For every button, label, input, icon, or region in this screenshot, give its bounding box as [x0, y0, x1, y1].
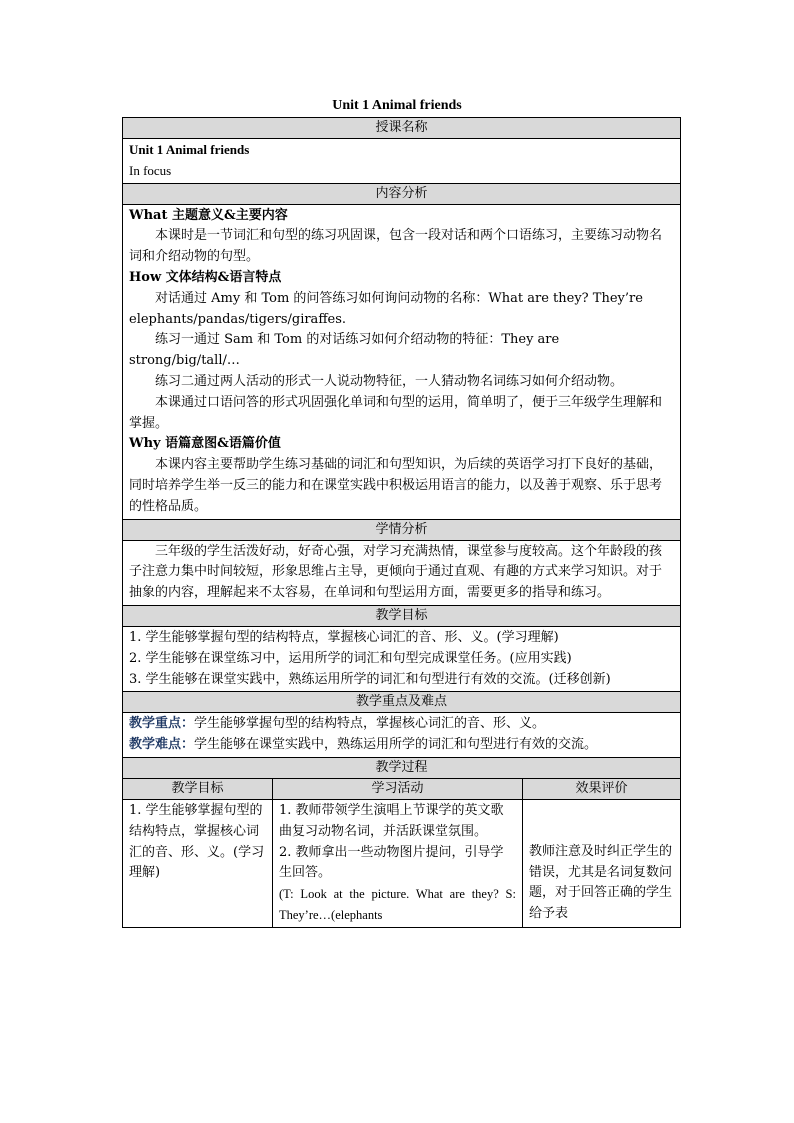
process-goal-text: 1. 学生能够掌握句型的结构特点，掌握核心词汇的音、形、义。(学习理解)	[129, 802, 265, 881]
content-analysis-header: 内容分析	[123, 183, 681, 204]
eval-text: 教师注意及时纠正学生的错误，尤其是名词复数问题，对于回答正确的学生给予表	[529, 843, 673, 922]
process-col-goal: 教学目标	[123, 778, 273, 799]
activity-step-2-dialog: (T: Look at the picture. What are they? S: They’re…(elephants	[279, 887, 516, 922]
lesson-plan-table	[122, 117, 681, 928]
how-paragraph-3: 练习二通过两人活动的形式一人说动物特征，一人猜动物名词练习如何介绍动物。	[155, 373, 624, 389]
student-analysis-header: 学情分析	[123, 519, 681, 540]
student-analysis-text: 三年级的学生活泼好动，好奇心强，对学习充满热情，课堂参与度较高。这个年龄段的孩子注意力集中时间较短，形象思维占主导，更倾向于通过直观、有趣的方式来学习知识。对于抽象的内容，理解起来不太容易，在单词和句型运用方面，需要更多的指导和练习。	[129, 543, 663, 601]
goals-header: 教学目标	[123, 605, 681, 626]
process-row-eval	[523, 799, 681, 927]
course-name-header: 授课名称	[123, 118, 681, 139]
what-heading: What 主题意义&主要内容	[129, 207, 288, 223]
goal-item: 3. 学生能够在课堂实践中，熟练运用所学的词汇和句型进行有效的交流。(迁移创新)	[129, 671, 611, 687]
process-col-eval: 效果评价	[523, 778, 681, 799]
document-title: Unit 1 Animal friends	[332, 98, 462, 113]
content-analysis-cell	[123, 204, 681, 519]
goals-cell	[123, 626, 681, 691]
activity-step-2: 2. 教师拿出一些动物图片提问，引导学生回答。	[279, 844, 504, 881]
goal-item: 2. 学生能够在课堂练习中，运用所学的词汇和句型完成课堂任务。(应用实践)	[129, 650, 572, 666]
course-name-cell	[123, 139, 681, 184]
why-heading: Why 语篇意图&语篇价值	[129, 436, 281, 452]
how-paragraph-2: 练习一通过 Sam 和 Tom 的对话练习如何介绍动物的特征：They are strong/big/tall/…	[129, 332, 560, 369]
how-paragraph-4: 本课通过口语问答的形式巩固强化单词和句型的运用，简单明了，便于三年级学生理解和掌握。	[129, 394, 663, 431]
key-points-cell	[123, 713, 681, 758]
goal-item: 1. 学生能够掌握句型的结构特点，掌握核心词汇的音、形、义。(学习理解)	[129, 629, 559, 645]
key-point-label: 教学重点：	[129, 716, 195, 732]
process-row-goal	[123, 799, 273, 927]
why-text: 本课内容主要帮助学生练习基础的词汇和句型知识，为后续的英语学习打下良好的基础，同时培养学生举一反三的能力和在课堂实践中积极运用语言的能力，以及善于观察、乐于思考的性格品质。	[129, 457, 663, 514]
what-text: 本课时是一节词汇和句型的练习巩固课，包含一段对话和两个口语练习，主要练习动物名词和介绍动物的句型。	[129, 228, 663, 265]
course-unit-title: Unit 1 Animal friends	[129, 142, 250, 157]
process-header: 教学过程	[123, 757, 681, 778]
difficulty-text: 学生能够在课堂实践中，熟练运用所学的词汇和句型进行有效的交流。	[194, 737, 598, 753]
process-row-activity	[273, 799, 523, 927]
student-analysis-cell	[123, 540, 681, 605]
how-paragraph-1: 对话通过 Amy 和 Tom 的问答练习如何询问动物的名称：What are they? They’re elephants/pandas/tigers/giraffes.	[129, 290, 643, 327]
difficulty-label: 教学难点：	[129, 737, 195, 753]
activity-step-1: 1. 教师带领学生演唱上节课学的英文歌曲复习动物名词，并活跃课堂氛围。	[279, 802, 504, 839]
key-point-text: 学生能够掌握句型的结构特点，掌握核心词汇的音、形、义。	[194, 716, 546, 732]
process-col-activity: 学习活动	[273, 778, 523, 799]
how-heading: How 文体结构&语言特点	[129, 269, 282, 285]
course-subtitle: In focus	[129, 162, 172, 178]
key-points-header: 教学重点及难点	[123, 692, 681, 713]
